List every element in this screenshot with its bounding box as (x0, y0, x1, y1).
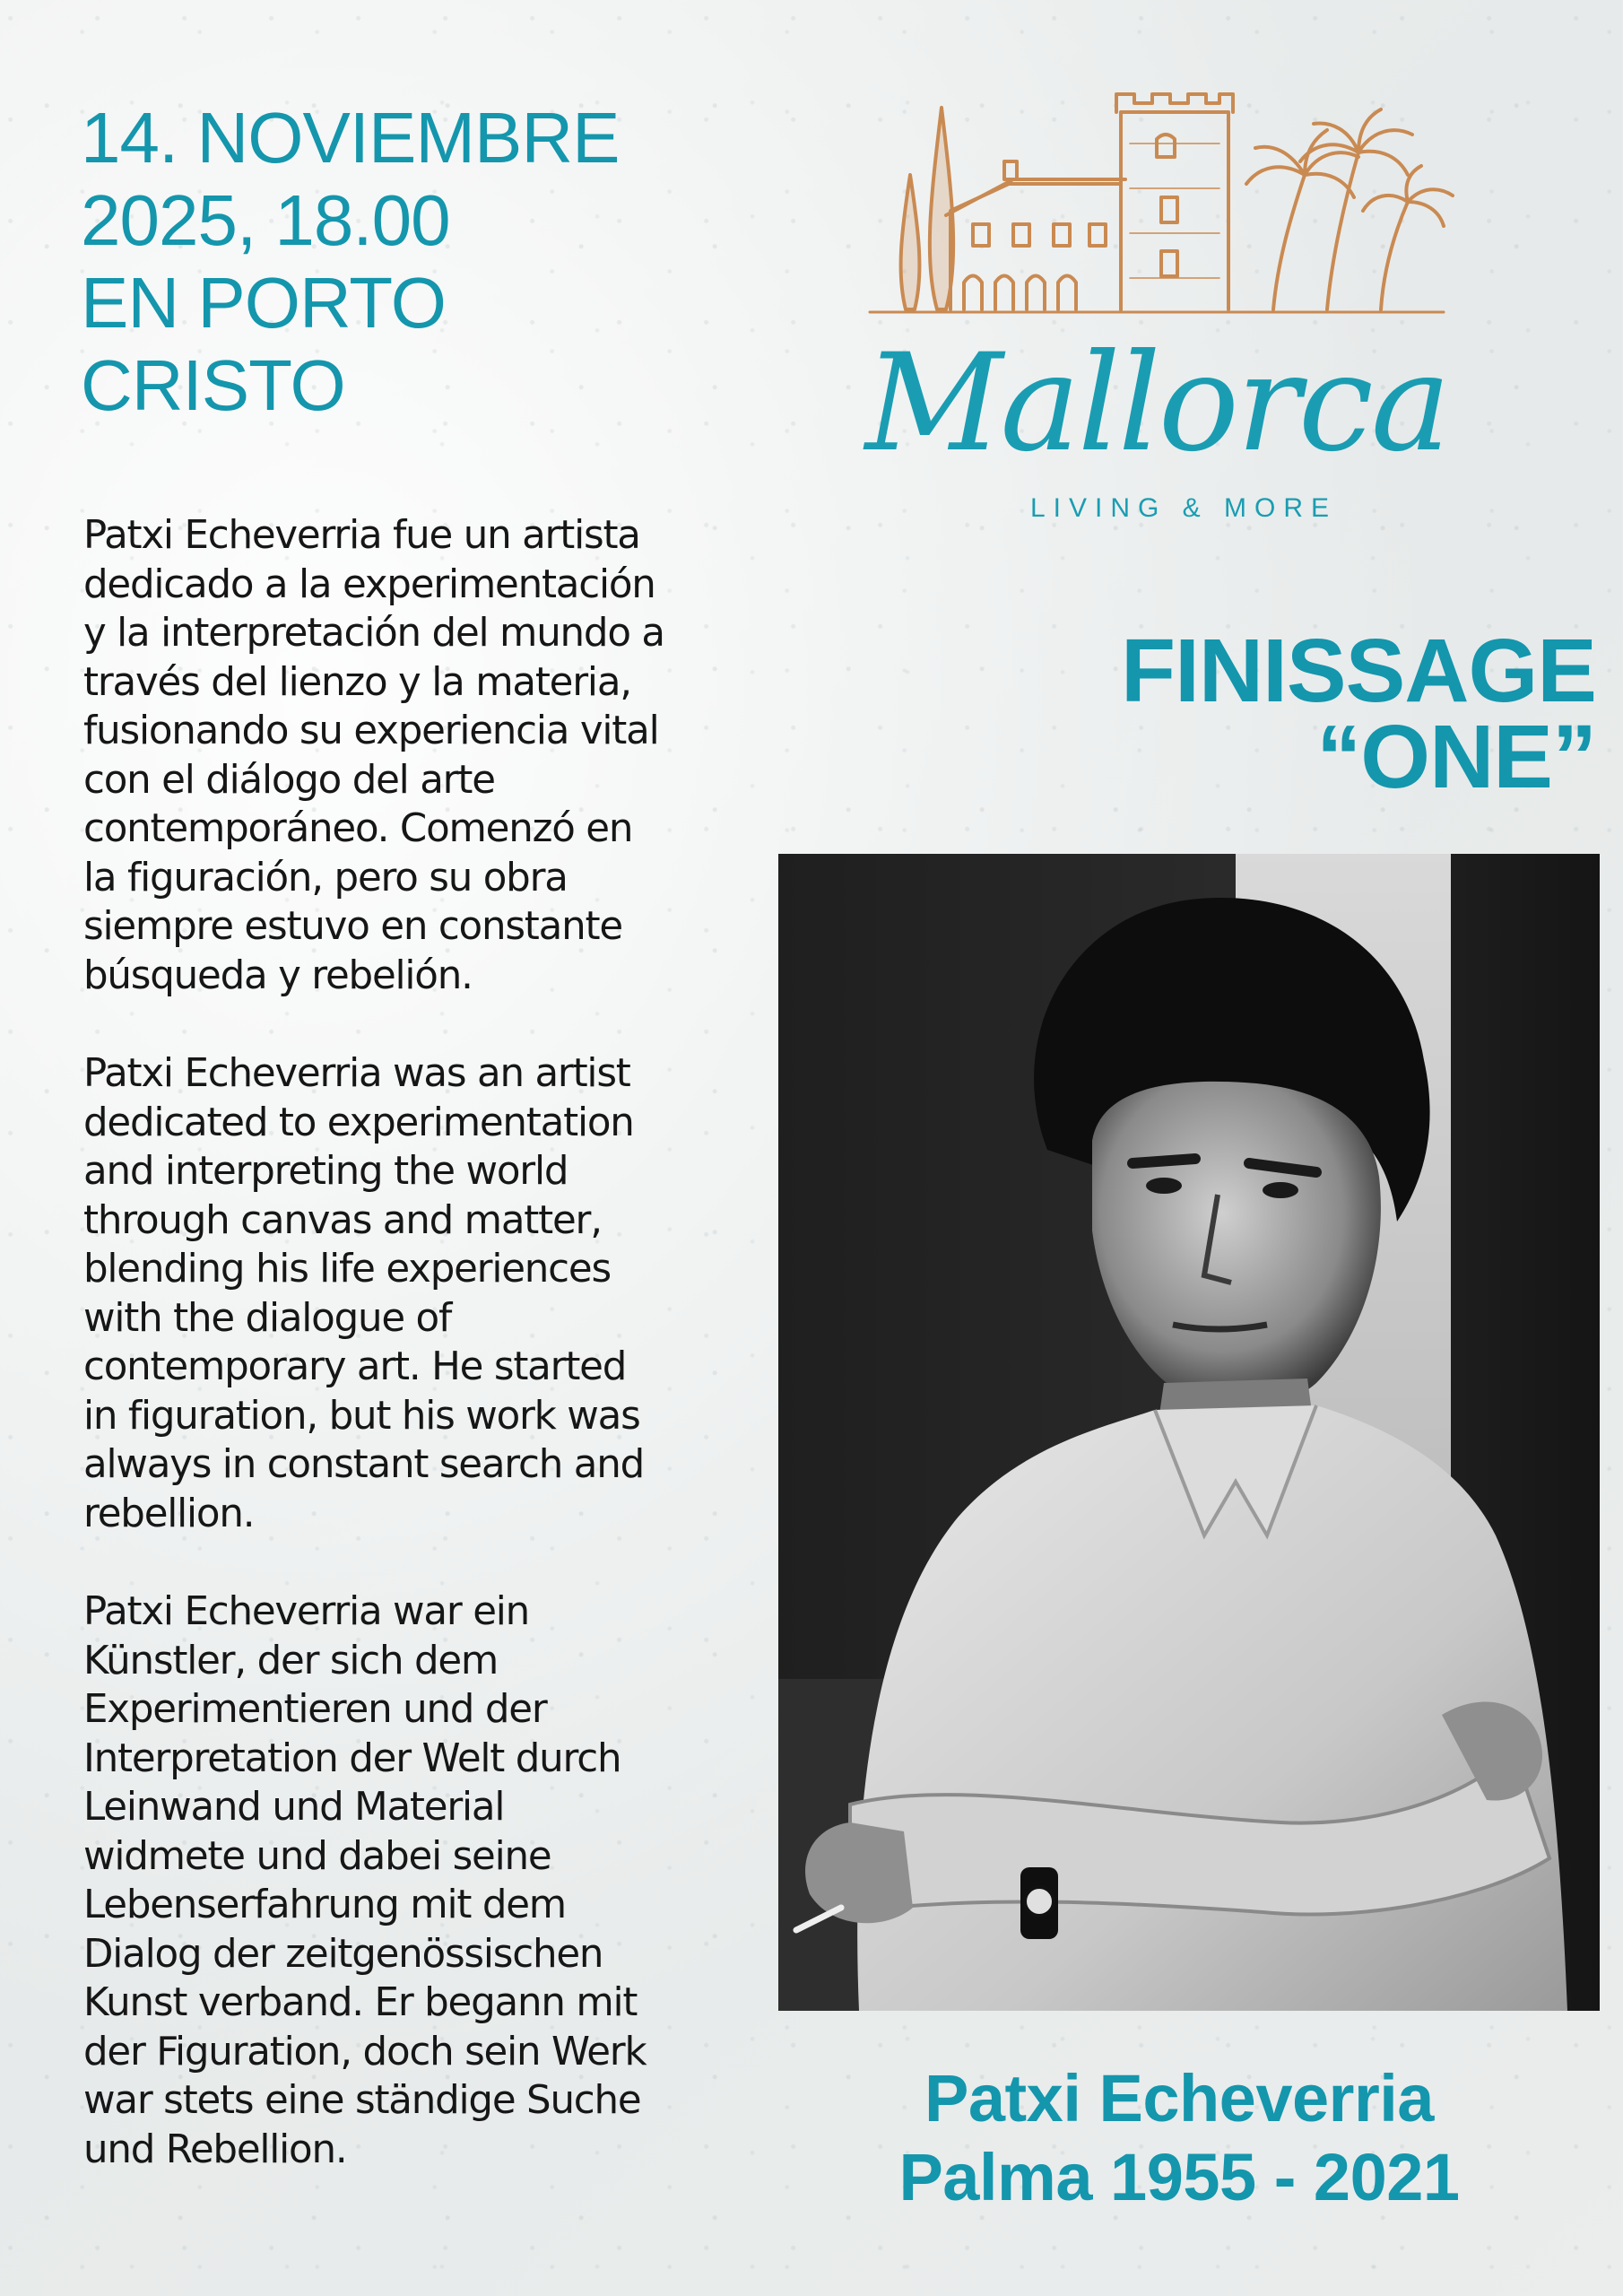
artist-description (83, 511, 765, 2223)
description-spanish: Patxi Echeverria fue un artista dedicado a la experimentación y la interpretación del mundo a través del lienzo y la materia, fusionando su experiencia vital con el diálogo del arte contemporáneo. Comenzó en la figuración, pero su obra siempre estuvo en constante búsqueda y rebelión. (83, 513, 664, 998)
portrait-illustration (778, 854, 1600, 2011)
date-line: 14. NOVIEMBRE (81, 98, 620, 178)
event-title-line: FINISSAGE (1121, 621, 1596, 721)
mallorca-living-logo (852, 90, 1462, 547)
description-english: Patxi Echeverria was an artist dedicated to experimentation and interpreting the world through canvas and matter, blending his life experiences with the dialogue of contemporary art. He started in figuration, but his work was always in constant search and rebellion. (83, 1051, 644, 1536)
description-german: Patxi Echeverria war ein Künstler, der sich dem Experimentieren und der Interpretation der Welt durch Leinwand und Material widmete und dabei seine Lebenserfahrung mit dem Dialog der zeitgenössischen Kunst verband. Er begann mit der Figuration, doch sein Werk war stets eine ständige Suche und Rebellion. (83, 1589, 647, 2172)
event-title-line: “ONE” (1316, 707, 1596, 807)
event-title (968, 621, 1596, 807)
logo-wordmark: Mallorca (864, 326, 1449, 482)
artist-years: Palma 1955 - 2021 (898, 2140, 1460, 2214)
artist-caption (789, 2059, 1569, 2217)
logo-tagline: LIVING & MORE (1029, 493, 1338, 523)
date-line: 2025, 18.00 (81, 180, 450, 260)
date-line: EN PORTO (81, 263, 446, 343)
artist-name: Patxi Echeverria (924, 2061, 1434, 2135)
castle-and-palm-trees-icon (852, 90, 1462, 332)
date-line: CRISTO (81, 345, 345, 425)
event-date-location (81, 97, 726, 427)
artist-portrait-photo-icon (778, 854, 1600, 2011)
